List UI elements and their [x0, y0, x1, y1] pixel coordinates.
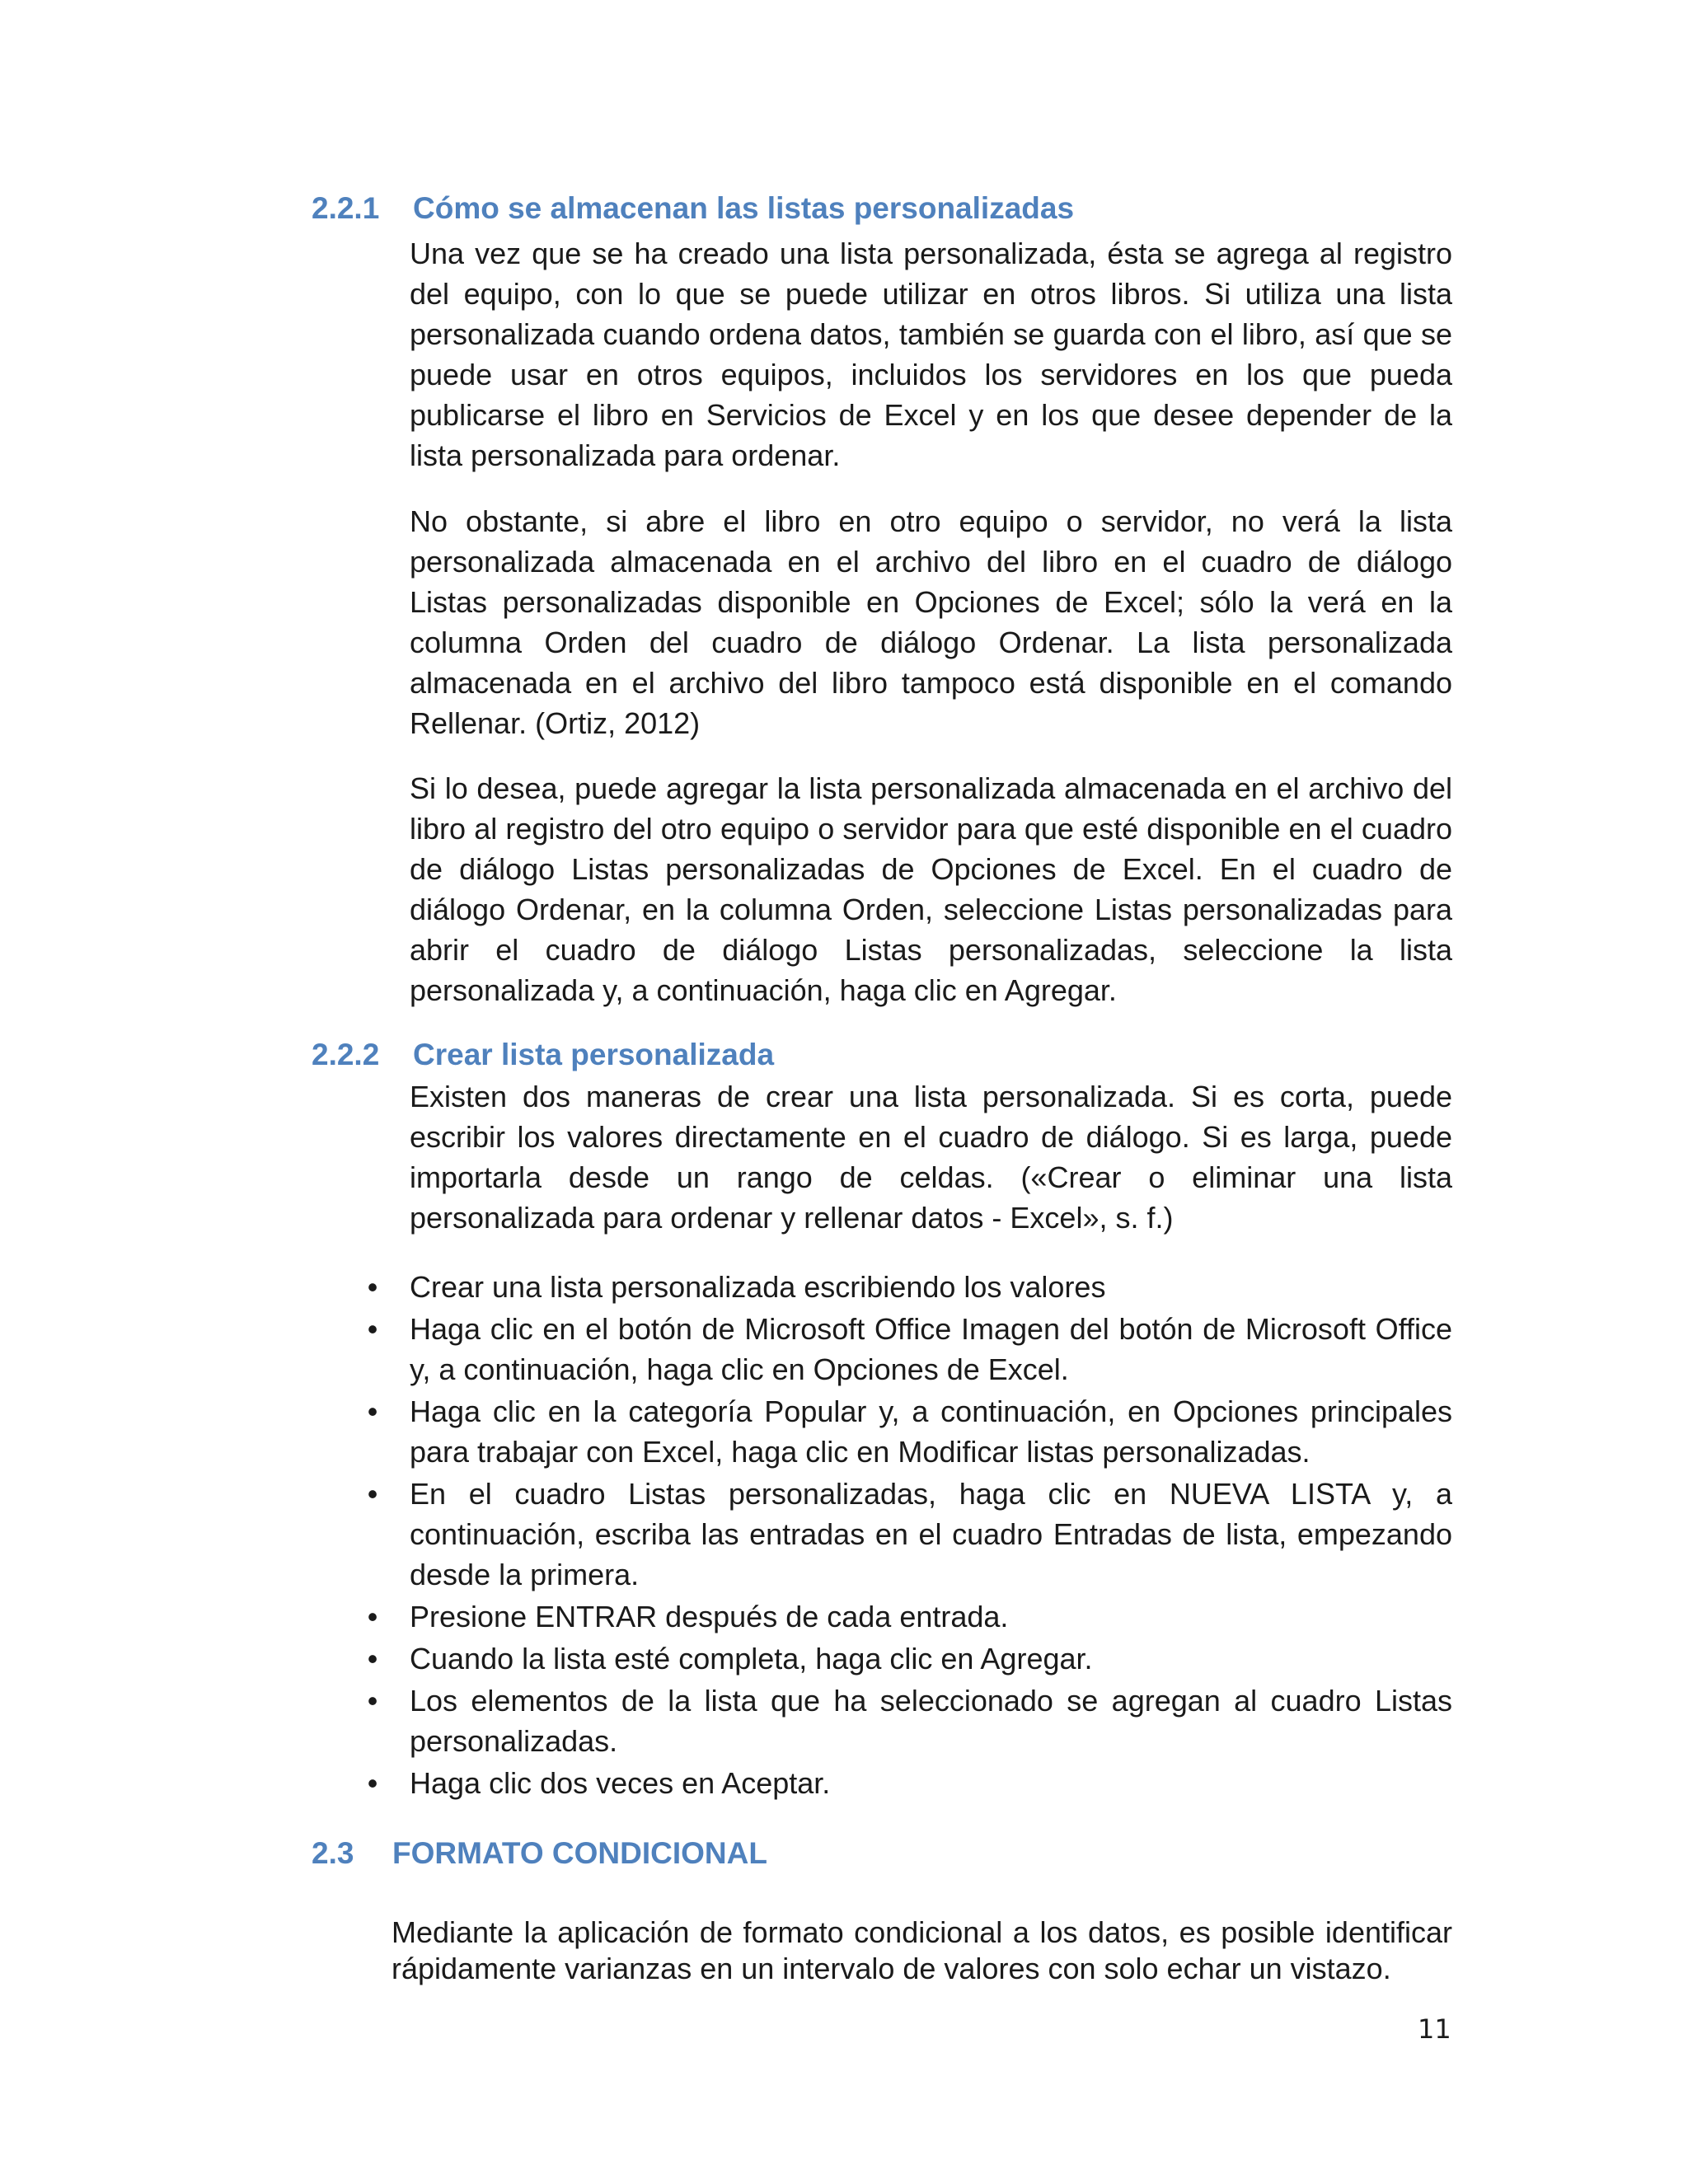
list-item: • Haga clic en la categoría Popular y, a continuación, en Opciones principales para trabajar con Excel, haga clic en Modificar listas personalizadas. [410, 1391, 1452, 1472]
paragraph: Si lo desea, puede agregar la lista personalizada almacenada en el archivo del libro al registro del otro equipo o servidor para que esté disponible en el cuadro de diálogo Listas personalizadas de Opciones de Excel. En el cuadro de diálogo Ordenar, en la columna Orden, seleccione Listas personalizadas para abrir el cuadro de diálogo Listas personalizadas, seleccione la lista personalizada y, a continuación, haga clic en Agregar. [410, 771, 1452, 1007]
paragraph: No obstante, si abre el libro en otro equipo o servidor, no verá la lista personalizada almacenada en el archivo del libro en el cuadro de diálogo Listas personalizadas disponible en Opciones de Excel; sólo la verá en la columna Orden del cuadro de diálogo Ordenar. La lista personalizada almacenada en el archivo del libro tampoco está disponible en el comando Rellenar. (Ortiz, 2012) [410, 504, 1452, 740]
list-item: • Haga clic en el botón de Microsoft Office Imagen del botón de Microsoft Office y, a continuación, haga clic en Opciones de Excel. [410, 1309, 1452, 1390]
section-title: Crear lista personalizada [413, 1038, 775, 1071]
bullet-icon: • [367, 1684, 378, 1718]
bullet-icon: • [367, 1312, 378, 1346]
list-item: • Cuando la lista esté completa, haga clic en Agregar. [410, 1638, 1452, 1679]
section-number: 2.2.2 [312, 1038, 380, 1071]
bullet-icon: • [367, 1642, 378, 1675]
section-heading-2-3 [312, 1836, 1465, 1872]
paragraph: Una vez que se ha creado una lista personalizada, ésta se agrega al registro del equipo, con lo que se puede utilizar en otros libros. Si utiliza una lista personalizada cuando ordena datos, también se guarda con el libro, así que se puede usar en otros equipos, incluidos los servidores en los que pueda publicarse el libro en Servicios de Excel y en los que desee depender de la lista personalizada para ordenar. [410, 237, 1452, 472]
list-item: • Haga clic dos veces en Aceptar. [410, 1763, 1452, 1803]
section-heading-2-2-1 [312, 191, 1465, 227]
paragraph: Existen dos maneras de crear una lista personalizada. Si es corta, puede escribir los valores directamente en el cuadro de diálogo. Si es larga, puede importarla desde un rango de celdas. («Crear o eliminar una lista personalizada para ordenar y rellenar datos - Excel», s. f.) [410, 1080, 1452, 1235]
bullet-icon: • [367, 1477, 378, 1511]
bullet-icon: • [367, 1600, 378, 1633]
paragraph: Mediante la aplicación de formato condicional a los datos, es posible identificar rápidamente varianzas en un intervalo de valores con solo echar un vistazo. [392, 1915, 1452, 1985]
section-title: FORMATO CONDICIONAL [392, 1836, 767, 1870]
list-item: • En el cuadro Listas personalizadas, haga clic en NUEVA LISTA y, a continuación, escriba las entradas en el cuadro Entradas de lista, empezando desde la primera. [410, 1474, 1452, 1595]
bullet-icon: • [367, 1270, 378, 1304]
bullet-icon: • [367, 1394, 378, 1428]
section-title: Cómo se almacenan las listas personalizadas [413, 191, 1075, 225]
section-heading-2-2-2 [312, 1038, 1465, 1074]
list-item: • Presione ENTRAR después de cada entrada. [410, 1596, 1452, 1637]
page-number: 11 [1418, 2013, 1451, 2045]
section-number: 2.3 [312, 1836, 354, 1870]
list-item: • Los elementos de la lista que ha seleccionado se agregan al cuadro Listas personalizadas. [410, 1680, 1452, 1761]
bullet-icon: • [367, 1766, 378, 1800]
list-item: • Crear una lista personalizada escribiendo los valores [410, 1267, 1452, 1307]
section-number: 2.2.1 [312, 191, 380, 225]
bullet-list [367, 1267, 1452, 1805]
